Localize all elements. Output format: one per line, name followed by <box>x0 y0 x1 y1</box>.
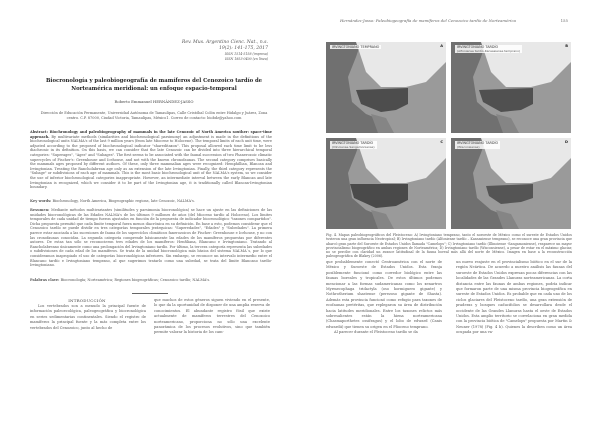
map-panel-c <box>326 138 446 229</box>
right-column-2: un nuevo reajuste en el provincialismo biótico en el sur de la región Neártica. De acuerdo a nuestro análisis las faunas del suroeste de Estados Unidos expresan pocas diferencias con las localidades de las Grandes Llanuras norteamericanas. La corta distancia entre las faunas de ambas regiones, podría indicar que formaron parte de una misma provincia biogeográfica en sureste de Estados Unidos. Es probable que en cada uno de los ciclos glaciares del Pleistoceno tardío, una gran extensión de praderas y bosques caducifolios se desarrollara desde el occidente de las Grandes Llanuras hasta el oeste de Estados Unidos. Esta amplio territorio se correlaciona en gran medida con la provincia biótica de "Camelops" propuesta por Martin & Neuner (1978) (Fig. 4 b). Quienes la describen como un área ocupada por una va- <box>456 260 572 335</box>
keywords-text: Biochronology, North America, Biogeographic regions, late Cenozoic, NALMA's. <box>52 199 195 203</box>
journal-issue: 19(2): 141-175, 2017 <box>218 46 268 51</box>
abstract <box>30 130 272 190</box>
map-panel-d <box>451 138 571 229</box>
figure-caption: Fig. 4. Mapas paleobiogeográficos del Pleistoceno: A) Irvingtoniano temprano, tanto el noroeste de México como el sureste de Estados Unidos tuvieron una gran influencia Neotropical; B) Irvingtoniano tardío (Alfoniense tardío – Kansasiense temprano), se reconoce una gran provincia que abarcó gran parte del Suroeste de Estados Unidos llamada "Camelops"; C) Irvingtoniano tardío (Illinoiense -Sangamoniense), reaparece un mayor provincialismo biogeográfico en ambas regiones de Norteamérica; D) Irvingtoniano tardío (Wisconsiense), a pesar de estar en el máximo glaciar, no se percibe con claridad un avance latitudinal de la fauna boreal más allá del norte de México. Imagen en base a la reconstrucción paleogeográfica de Blakey (2006). <box>326 233 572 259</box>
running-head-text: Hernández-Jasso: Paleobiogeografía de mamíferos del Cenozoico tardío de Norteamérica <box>340 18 516 23</box>
abstract-text: By multivariate methods (similarities and biochronological parsimony) an adjustment is made in the definitions of the biochronological units NALMA's of the last 9 million years (from late Miocene to Holocene). The temporal limits of each unit time, were adjusted according to the proposed of biochronological indicator "shareditaxon". This proposal allowed each time limit to be less diachronic in its definition. On this basis, we can consider that the late Cenozoic can be divided into three hierarchical temporal categories: "Superages", "Ages" and "Subages". The first seems to be associated with the faunal succession of two Phanerozoic climatic supercycles of Fischer's: Greenhouse and Icehouse, and not with the known chronofaunas. The second category comprises basically the mammals ages proposed by different authors. Of these, only three mammalian ages were recognized: Hemphillian, Blancan and Irvingtonian. Treating the Rancholabrean age only as an extension of the late Irvingtonian. Finally, the third category represents the "Subage" or subdivisions of each age of mammals. This is the most basic biochronological unit of the NALMA's system, so we consider the use of inferior biochronological categories inappropriate. However, an intermediate interval between the early Blancan and late Irvingtonian is recognized, which we consider it to be part of the Irvingtonian age, it is traditionally called Blancan-Irvingtonian boundary. <box>30 134 272 190</box>
resumen-text: Mediante métodos multivariantes (similitudes y parsimonia biocronológica) se hace un ajuste en las definiciones de las unidades biocronológicas de las Edades NALMA's de los últimos 9 millones de años (del Mioceno tardío al Holoceno). Los límites temporales de cada unidad de tiempo fueron ajustados en función de la propuesta de indicador biocronológico "taxones compartidos". Dicha propuesta permitió que cada límite temporal fuera menos diacrónica en su definición. En base a esto, podemos considerar que el Cenozoico tardío se puede dividir en tres categorías temporales jerárquicas: "Superedades", "Edades" y "Subedades". La primera parece estar asociada a las sucesiones de fauna de los supercíclos climáticos fanerozoicos de Fischer: Greenhouse e Icehouse, y no con las cronofaunas conocidas. La segunda categoría comprende básicamente las edades de los mamíferos propuestas por diferentes autores. De estas tan sólo se reconocieron tres edades de los mamíferos: Henfiliana, Blancano e Irvingtoniano. Tratando al Rancholabreano únicamente como una prolongación del Irvingtoniano tardío. Por último, la tercera categoría representa las subedades o subdivisiones de cada edad de los mamíferos. Se trata de la unidad biocronológica más básica del sistema NALMA´s, por lo que consideramos inapropiado el uso de categorías biocronológicas inferiores. Sin embargo, se reconoce un intervalo intermedio entre el Blancano tardío e Irvingtoniano temprano, al que sugerimos tratarlo como una subedad, se trata del límite Blancano tardío-Irvingtoniano. <box>30 208 273 268</box>
journal-name: Rev. Mus. Argentino Cienc. Nat., n.s. <box>181 40 268 45</box>
author: Roberto Emmanuel HERNÁNDEZ-JASSO <box>114 99 194 104</box>
intro-column-1: Los vertebrados son a menudo la principal fuente de información paleoecológica, paleogeográfica y biocronológica en series sedimentarias continentales. Siendo el registro de mamíferos la principal fuente y la más completa entre los vertebrados del Cenozoico, junto al hecho de <box>30 304 146 330</box>
map-b-title: IRVINGTONIANO TARDÍO <box>457 45 499 49</box>
right-column-1 <box>326 260 442 336</box>
map-d-label <box>455 141 500 149</box>
issn-print: ISSN 1514-5158 (impresa) <box>224 52 268 56</box>
map-d-letter: D <box>565 140 568 144</box>
figure-4-maps <box>326 42 571 230</box>
map-d-image <box>451 138 571 229</box>
palabras-text: Biocronología; Norteamérica; Regiones biogeográficas; Cenozoico tardío; NALMA's. <box>60 278 211 282</box>
map-b-letter: B <box>565 44 568 48</box>
map-c-label <box>330 141 377 149</box>
map-c-letter: C <box>440 140 443 144</box>
palabras-label: Palabras clave: <box>30 278 60 282</box>
map-b-label <box>455 45 522 53</box>
paper-title: Biocronología y paleobiogeografía de mamíferos del Cenozoico tardío de Norteamérica meridional: un enfoque espacio-temporal <box>45 78 263 92</box>
journal-info <box>182 40 268 61</box>
map-d-subtitle: (Wisconsiense) <box>457 145 480 150</box>
resumen-label: Resumen: <box>30 208 50 212</box>
keywords <box>30 199 272 203</box>
map-b-image <box>451 42 571 133</box>
palabras-clave <box>30 278 272 282</box>
map-a-title: IRVINGTONIANO TEMPRANO <box>332 45 380 49</box>
divider <box>132 293 168 294</box>
map-d-title: IRVINGTONIANO TARDÍO <box>457 141 499 145</box>
resumen <box>30 208 272 268</box>
map-a-label <box>330 45 381 49</box>
keywords-label: Key words: <box>30 199 52 203</box>
right-col1-para2: Al parecer durante el Pleistoceno tardío se da <box>334 330 418 335</box>
map-c-subtitle: (Illinoiense-Sangamoniense) <box>332 145 375 150</box>
abstract-label: Abstract: Biochronology and paleobiogeography of mammals in the late Cenozoic of North America souther: space-time approach. <box>30 130 272 139</box>
map-a-image <box>326 42 446 133</box>
right-col1-para1: que probablemente conectó Centroamérica con el norte de México y Suroeste de Estados Unidos. Esta franja posiblemente funcionó como corredor biológico entre las faunas boreales y tropicales. De estos últimos podemos mencionar a las formas sudamericanas como los xenartros Myrmecophaga tridactyla (oso hormiguero gigante) y Nothrotherium shastense (perezoso gigante de Shasta). Además esta provincia funcionó como refugio para taxones de ecofaunas pretéritas, que replegaron su área de distribución hacia latitudes meridionales. Entre los taxones relictos más sobresalientes están la hiena norteamericana (Chasmaporthetes ossifragus) y el lobo de edward (Canis edwardii) que tienen su origen en el Plioceno temprano. <box>326 260 442 329</box>
issn-online: ISSN 1853-0400 (en línea) <box>224 56 268 61</box>
map-c-image <box>326 138 446 229</box>
intro-column-2: que muchos de estos géneros siguen viviendo en el presente, lo que da la oportunidad de disponer de una amplia reserva de conocimientos. El abundante registro fósil que existe actualmente de mamíferos terrestres del Cenozoico norteamericano, proporciona no sólo una excelente panorámica de los procesos evolutivos, sino que también permite valorar la historia de los cam- <box>154 298 270 335</box>
intro-heading: INTRODUCCIÓN <box>68 298 106 303</box>
map-panel-b <box>451 42 571 133</box>
page-number: 155 <box>560 18 568 23</box>
affiliation: Dirección de Educación Permanente, Universidad Autónoma de Tamaulipas, Calle Cristóbal Colón entre Hidalgo y Juárez, Zona centro. C.P. 87000, Ciudad Victoria, Tamaulipas, México1. Correo de contacto: biobdz@yahoo.com <box>40 111 268 120</box>
map-b-subtitle: (Alfoniense tardío-Kansasiense temprano) <box>457 49 521 54</box>
running-head <box>340 18 568 23</box>
map-c-title: IRVINGTONIANO TARDÍO <box>332 141 374 145</box>
map-panel-a <box>326 42 446 133</box>
right-page <box>300 0 600 433</box>
map-a-letter: A <box>440 44 443 48</box>
